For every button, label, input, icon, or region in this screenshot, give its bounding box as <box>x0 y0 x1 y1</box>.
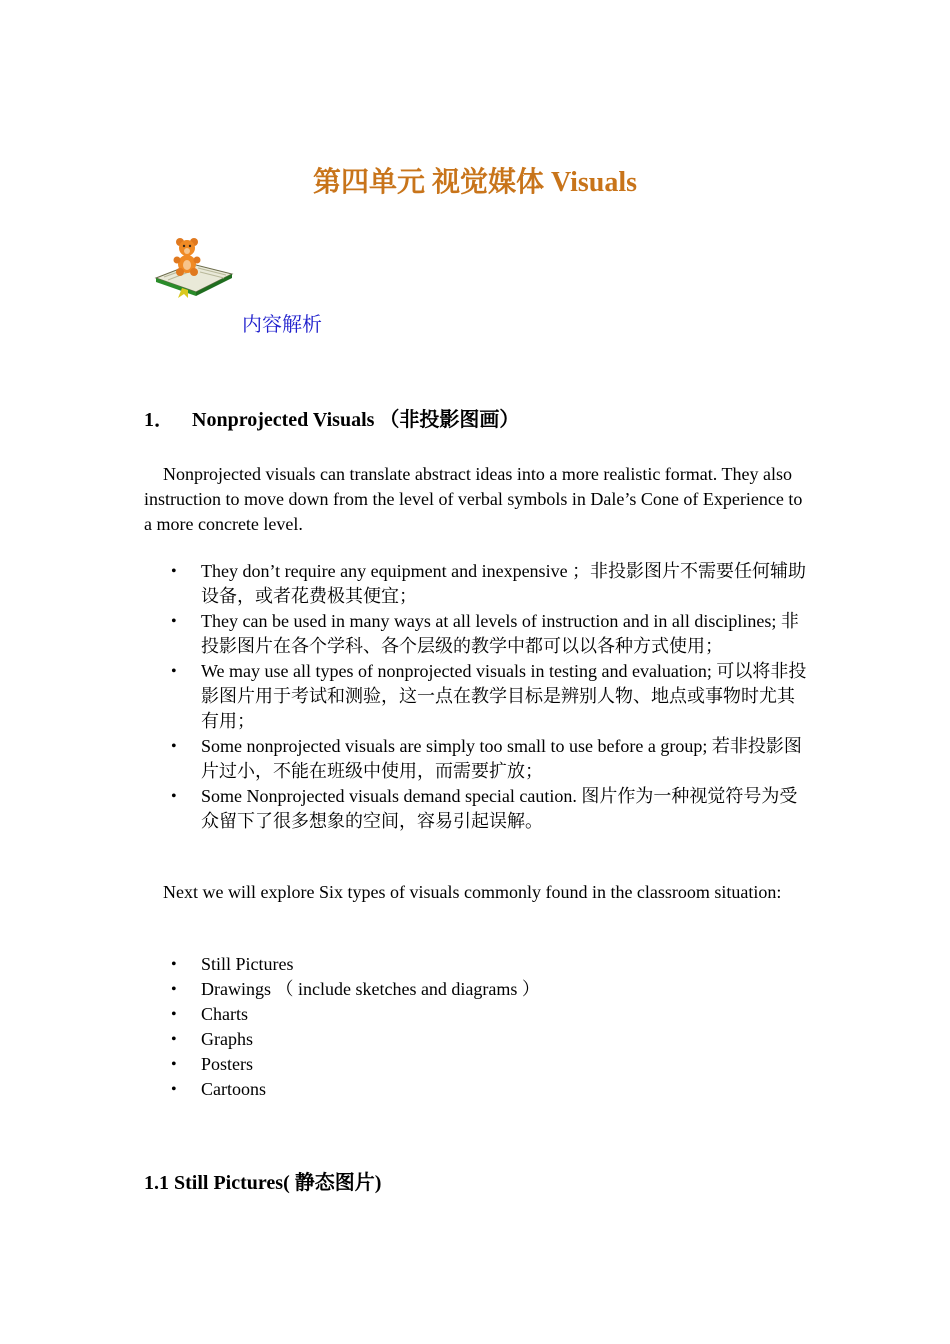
bullet-icon: • <box>171 663 177 680</box>
list-item: • They can be used in many ways at all levels of instruction and in all disciplines; 非投影图片在各个学科、各个层级的教学中都可以以各种方式使用； <box>171 611 799 656</box>
list-item: • Charts <box>144 1002 808 1027</box>
bullet-icon: • <box>171 788 177 805</box>
list-item: • Graphs <box>144 1027 808 1052</box>
bullet-icon: • <box>171 738 177 755</box>
section-heading-still-pictures: 1.1 Still Pictures( 静态图片) <box>144 1172 382 1194</box>
list-item: • Cartoons <box>144 1077 808 1102</box>
bullet-icon: • <box>171 1056 177 1073</box>
list-item: • Some Nonprojected visuals demand special caution. 图片作为一种视觉符号为受众留下了很多想象的空间，容易引起误解。 <box>171 786 798 831</box>
bullet-icon: • <box>171 613 177 630</box>
list-item: • They don’t require any equipment and inexpensive ；非投影图片不需要任何辅助设备，或者花费极其便宜； <box>171 561 807 606</box>
advantages-list <box>144 559 808 834</box>
page-title: 第四单元 视觉媒体 Visuals <box>312 167 638 198</box>
list-item: • Drawings （ include sketches and diagrams ） <box>144 977 808 1002</box>
list-item: • Posters <box>144 1052 808 1077</box>
teddy-bear-on-book-icon <box>152 234 236 298</box>
next-paragraph: Next we will explore Six types of visuals commonly found in the classroom situation: <box>163 882 782 902</box>
bullet-icon: • <box>171 981 177 998</box>
visual-types-list <box>144 952 808 1102</box>
bullet-icon: • <box>171 1006 177 1023</box>
bullet-icon: • <box>171 563 177 580</box>
bullet-icon: • <box>171 1081 177 1098</box>
section-title: Nonprojected Visuals （非投影图画） <box>192 409 520 431</box>
bullet-icon: • <box>171 1031 177 1048</box>
list-item: • Some nonprojected visuals are simply too small to use before a group; 若非投影图片过小，不能在班级中使用，而需要扩放； <box>171 736 802 781</box>
section-number: 1． <box>144 409 174 431</box>
list-item: • We may use all types of nonprojected visuals in testing and evaluation; 可以将非投影图片用于考试和测验，这一点在教学目标是辨别人物、地点或事物时尤其有用； <box>171 661 807 731</box>
bullet-icon: • <box>171 956 177 973</box>
section-heading-nonprojected-visuals <box>144 403 519 432</box>
content-analysis-label: 内容解析 <box>242 312 322 336</box>
intro-paragraph: Nonprojected visuals can translate abstract ideas into a more realistic format. They also instruction to move down from the level of verbal symbols in Dale’s Cone of Experience to a more concrete level. <box>144 464 803 534</box>
list-item: • Still Pictures <box>144 952 808 977</box>
